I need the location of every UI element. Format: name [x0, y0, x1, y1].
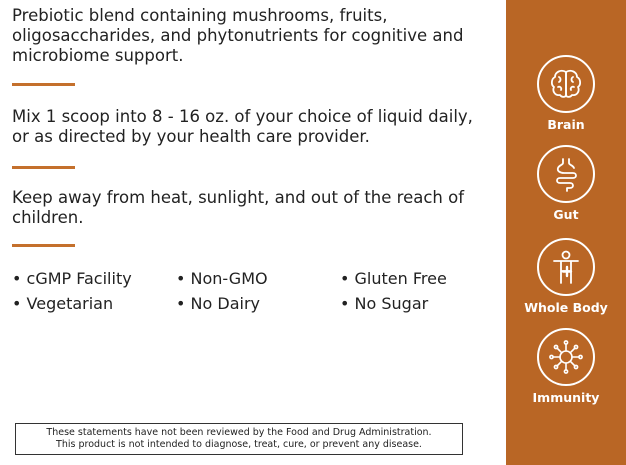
feature-item: • Non-GMO [176, 268, 340, 289]
feature-item: • No Dairy [176, 293, 340, 314]
warning-text: Keep away from heat, sunlight, and out of the reach of children. [12, 188, 465, 227]
divider-rule [12, 83, 75, 86]
benefit-gut [506, 145, 626, 222]
benefit-brain [506, 55, 626, 132]
feature-item: • Gluten Free [340, 268, 492, 289]
directions-text: Mix 1 scoop into 8 - 16 oz. of your choice of liquid daily, or as directed by your health care provider. [12, 107, 473, 146]
gut-icon [537, 145, 595, 203]
feature-item: • Vegetarian [12, 293, 176, 314]
description-text: Prebiotic blend containing mushrooms, fruits, oligosaccharides, and phytonutrients for cognitive and microbiome support. [12, 6, 464, 65]
brain-icon [537, 55, 595, 113]
disclaimer-line: These statements have not been reviewed by the Food and Drug Administration. [46, 427, 432, 438]
whole-body-icon [537, 238, 595, 296]
disclaimer-line: This product is not intended to diagnose, treat, cure, or prevent any disease. [56, 439, 422, 450]
benefit-immunity [506, 328, 626, 405]
divider-rule [12, 166, 75, 169]
feature-item: • cGMP Facility [12, 268, 176, 289]
immunity-icon [537, 328, 595, 386]
benefit-whole-body [506, 238, 626, 315]
benefit-label: Immunity [532, 390, 600, 405]
benefit-label: Gut [553, 207, 579, 222]
divider-rule [12, 244, 75, 247]
feature-list [12, 268, 492, 314]
benefit-label: Whole Body [524, 300, 608, 315]
benefits-sidebar [506, 0, 626, 465]
benefit-label: Brain [547, 117, 585, 132]
feature-item: • No Sugar [340, 293, 492, 314]
fda-disclaimer-box [15, 423, 463, 455]
